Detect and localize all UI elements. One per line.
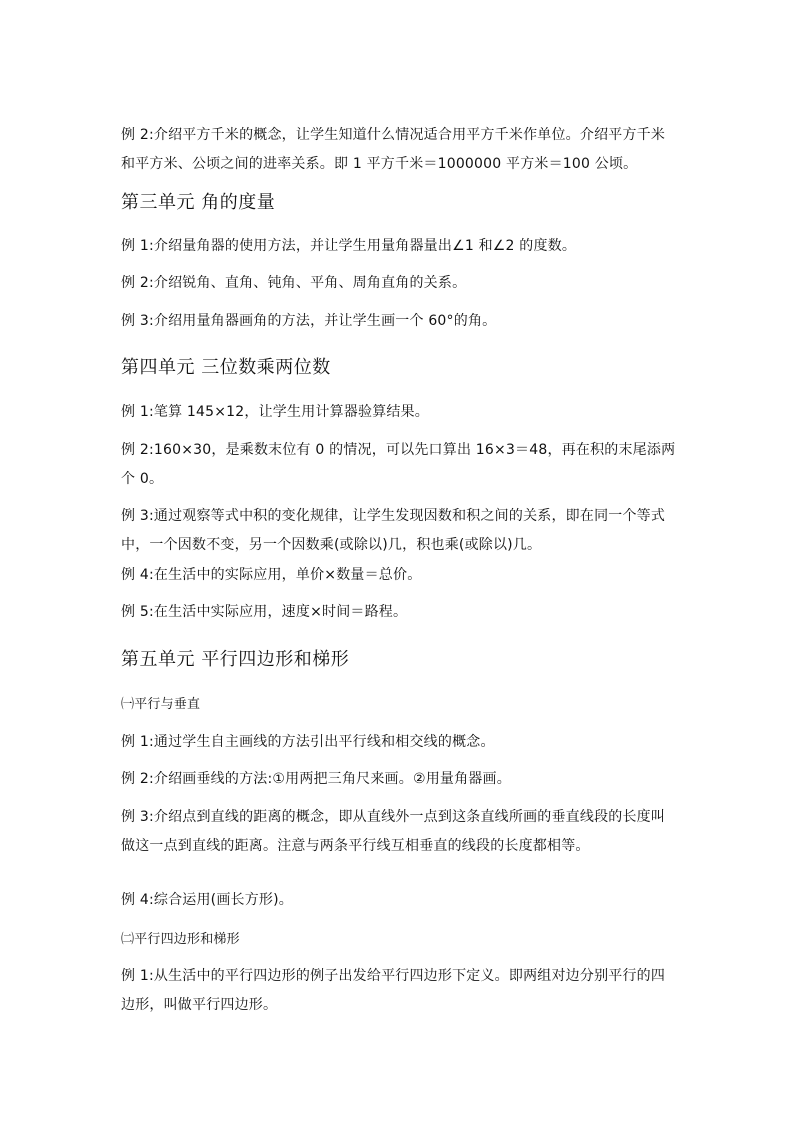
- paragraph-unit5a-example4: 例 4:综合运用(画长方形)。: [121, 892, 293, 908]
- subheading-parallelogram-trapezoid: ㈡平行四边形和梯形: [121, 932, 240, 947]
- heading-unit3: 第三单元 角的度量: [121, 192, 276, 213]
- paragraph-unit2-example2: 例 2:介绍平方千米的概念，让学生知道什么情况适合用平方千米作单位。介绍平方千米和平方米、公顷之间的进率关系。即 1 平方千米＝1000000 平方米＝100 公顷。: [121, 127, 666, 172]
- subheading-parallel-perpendicular: ㈠平行与垂直: [121, 697, 201, 712]
- paragraph-unit5a-example3: 例 3:介绍点到直线的距离的概念，即从直线外一点到这条直线所画的垂直线段的长度叫做这一点到直线的距离。注意与两条平行线互相垂直的线段的长度都相等。: [121, 809, 666, 854]
- paragraph-unit5b-example1: 例 1:从生活中的平行四边形的例子出发给平行四边形下定义。即两组对边分别平行的四边形，叫做平行四边形。: [121, 968, 666, 1013]
- paragraph-unit5a-example2: 例 2:介绍画垂线的方法:①用两把三角尺来画。②用量角器画。: [121, 771, 511, 787]
- paragraph-unit3-example2: 例 2:介绍锐角、直角、钝角、平角、周角直角的关系。: [121, 275, 467, 291]
- paragraph-unit4-example1: 例 1:笔算 145×12，让学生用计算器验算结果。: [121, 404, 429, 420]
- paragraph-unit3-example3: 例 3:介绍用量角器画角的方法，并让学生画一个 60°的角。: [121, 313, 497, 329]
- paragraph-unit3-example1: 例 1:介绍量角器的使用方法，并让学生用量角器量出∠1 和∠2 的度数。: [121, 238, 577, 254]
- heading-unit4: 第四单元 三位数乘两位数: [121, 357, 331, 378]
- paragraph-unit4-example3: 例 3:通过观察等式中积的变化规律，让学生发现因数和积之间的关系，即在同一个等式中，一个因数不变，另一个因数乘(或除以)几，积也乘(或除以)几。: [121, 508, 666, 553]
- paragraph-unit4-example4: 例 4:在生活中的实际应用，单价×数量＝总价。: [121, 567, 422, 583]
- paragraph-unit4-example2: 例 2:160×30，是乘数末位有 0 的情况，可以先口算出 16×3＝48，再在积的末尾添两个 0。: [121, 442, 676, 487]
- paragraph-unit4-example5: 例 5:在生活中实际应用，速度×时间＝路程。: [121, 604, 408, 620]
- paragraph-unit5a-example1: 例 1:通过学生自主画线的方法引出平行线和相交线的概念。: [121, 734, 495, 750]
- heading-unit5: 第五单元 平行四边形和梯形: [121, 649, 350, 670]
